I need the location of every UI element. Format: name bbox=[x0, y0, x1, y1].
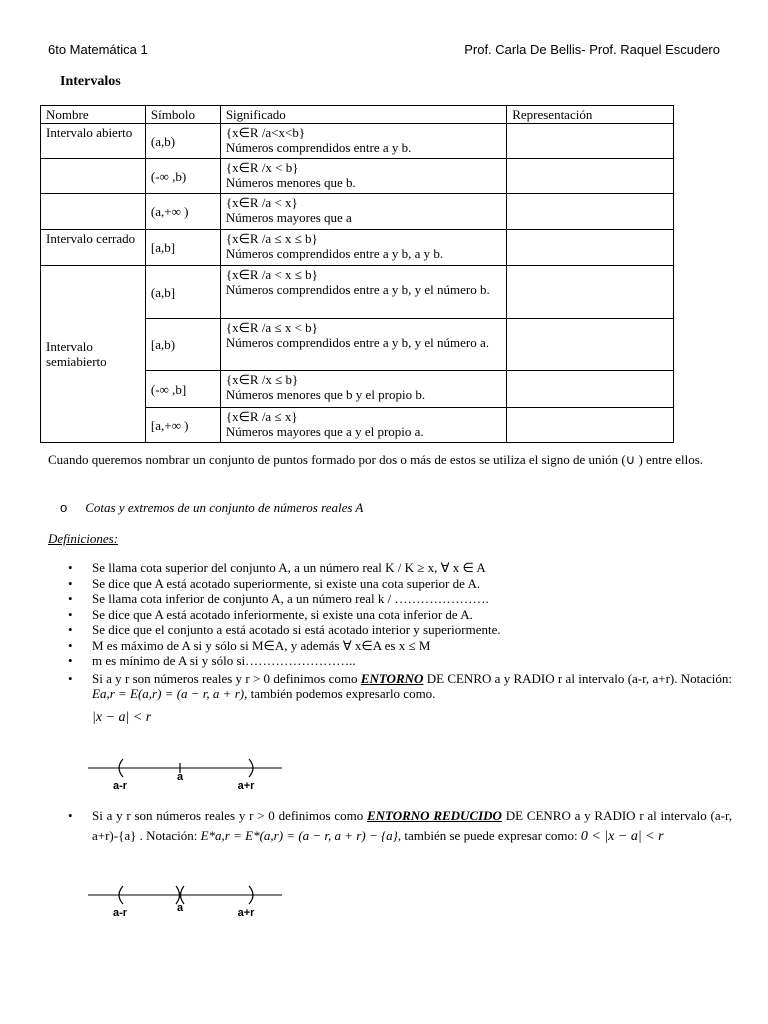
definitions-list-2 bbox=[48, 806, 732, 847]
representation-cell bbox=[507, 230, 674, 266]
cotas-title: Cotas y extremos de un conjunto de números reales A bbox=[85, 500, 364, 515]
header-left: 6to Matemática 1 bbox=[48, 42, 148, 57]
symbol-cell: (a,+∞ ) bbox=[145, 194, 220, 230]
meaning-cell bbox=[220, 371, 506, 408]
label-a: a bbox=[176, 771, 184, 783]
table-header-row bbox=[41, 106, 674, 124]
symbol-cell: (-∞ ,b) bbox=[145, 159, 220, 194]
meaning-text: Números mayores que a bbox=[225, 210, 352, 225]
header-representacion: Representación bbox=[507, 106, 674, 124]
meaning-cell bbox=[220, 319, 506, 371]
header-significado: Significado bbox=[220, 106, 506, 124]
cotas-heading bbox=[60, 500, 363, 516]
entorno-notation: Ea,r = E(a,r) = (a − r, a + r) bbox=[92, 686, 245, 701]
label-a-minus-r: a-r bbox=[112, 780, 128, 792]
group-label bbox=[41, 194, 146, 230]
label-a-plus-r: a+r bbox=[237, 907, 255, 919]
set-notation: {x∈R /a < x ≤ b} bbox=[225, 267, 318, 282]
list-item: • M es máximo de A si y sólo si M∈A, y además ∀ x∈A es x ≤ M bbox=[48, 638, 732, 654]
table-row bbox=[41, 266, 674, 319]
list-item: • Se dice que A está acotado inferiormente, si existe una cota inferior de A. bbox=[48, 607, 732, 623]
meaning-cell bbox=[220, 408, 506, 443]
header-right: Prof. Carla De Bellis- Prof. Raquel Escudero bbox=[464, 42, 720, 57]
meaning-text: Números comprendidos entre a y b, a y b. bbox=[225, 246, 444, 261]
page-title: Intervalos bbox=[60, 74, 121, 89]
symbol-cell: (a,b] bbox=[145, 266, 220, 319]
representation-cell bbox=[507, 408, 674, 443]
group-label: Intervalo abierto bbox=[41, 124, 146, 159]
entorno-reducido-formula: 0 < |x − a| < r bbox=[580, 829, 664, 844]
entorno-reducido-intro: Si a y r son números reales y r > 0 definimos como bbox=[92, 808, 364, 823]
entorno-rest: DE CENRO a y RADIO r al intervalo (a-r, a+r). Notación: bbox=[426, 670, 733, 686]
table-row bbox=[41, 159, 674, 194]
meaning-text: Números comprendidos entre a y b. bbox=[225, 140, 412, 155]
meaning-cell bbox=[220, 266, 506, 319]
meaning-cell bbox=[220, 124, 506, 159]
entorno-reducido-rest: DE CENRO a y RADIO r al intervalo (a-r, a+r)-{a} . Notación: bbox=[92, 808, 732, 843]
number-line-entorno-reducido bbox=[86, 883, 286, 923]
entorno-reducido-notation: E*a,r = E*(a,r) = (a − r, a + r) − {a} bbox=[200, 828, 398, 843]
list-item-entorno-reducido bbox=[48, 806, 732, 847]
set-notation: {x∈R /x < b} bbox=[225, 160, 299, 175]
meaning-cell bbox=[220, 230, 506, 266]
representation-cell bbox=[507, 159, 674, 194]
meaning-text: Números menores que b. bbox=[225, 175, 356, 190]
label-a-plus-r: a+r bbox=[237, 780, 255, 792]
intervals-table bbox=[40, 105, 674, 443]
header-nombre: Nombre bbox=[41, 106, 146, 124]
set-notation: {x∈R /a ≤ x < b} bbox=[225, 320, 318, 335]
meaning-text: Números menores que b y el propio b. bbox=[225, 387, 426, 402]
representation-cell bbox=[507, 319, 674, 371]
group-label: Intervalo semiabierto bbox=[41, 266, 146, 443]
union-paragraph: Cuando queremos nombrar un conjunto de puntos formado por dos o más de estos se utiliza el signo de unión (∪ ) entre ellos. bbox=[48, 452, 704, 467]
representation-cell bbox=[507, 124, 674, 159]
representation-cell bbox=[507, 266, 674, 319]
entorno-keyword: ENTORNO bbox=[360, 670, 424, 686]
set-notation: {x∈R /a ≤ x ≤ b} bbox=[225, 231, 318, 246]
list-item: • Se llama cota inferior de conjunto A, a un número real k / …………………. bbox=[48, 591, 732, 607]
group-label: Intervalo cerrado bbox=[41, 230, 146, 266]
representation-cell bbox=[507, 371, 674, 408]
set-notation: {x∈R /a<x<b} bbox=[225, 125, 306, 140]
meaning-text: Números mayores que a y el propio a. bbox=[225, 424, 424, 439]
entorno-reducido-keyword: ENTORNO REDUCIDO bbox=[366, 808, 502, 823]
entorno-formula: |x − a| < r bbox=[92, 709, 152, 725]
table-row bbox=[41, 194, 674, 230]
representation-cell bbox=[507, 194, 674, 230]
symbol-cell: [a,b] bbox=[145, 230, 220, 266]
label-a: a bbox=[176, 902, 184, 914]
meaning-cell bbox=[220, 159, 506, 194]
list-item-entorno bbox=[48, 671, 732, 726]
table-row bbox=[41, 230, 674, 266]
entorno-reducido-tail: , también se puede expresar como: bbox=[397, 828, 578, 843]
number-line-entorno bbox=[86, 756, 286, 796]
definitions-list bbox=[48, 560, 732, 725]
symbol-cell: (a,b) bbox=[145, 124, 220, 159]
set-notation: {x∈R /x ≤ b} bbox=[225, 372, 299, 387]
meaning-cell bbox=[220, 194, 506, 230]
meaning-text: Números comprendidos entre a y b, y el número a. bbox=[225, 335, 490, 350]
list-item: • m es mínimo de A si y sólo si…………………….. bbox=[48, 653, 732, 669]
entorno-tail: , también podemos expresarlo como. bbox=[244, 686, 436, 701]
list-item: • Se llama cota superior del conjunto A, a un número real K / K ≥ x, ∀ x ∈ A bbox=[48, 560, 732, 576]
group-label bbox=[41, 159, 146, 194]
list-item: • Se dice que A está acotado superiormente, si existe una cota superior de A. bbox=[48, 576, 732, 592]
bullet: • bbox=[68, 808, 73, 823]
table-row bbox=[41, 124, 674, 159]
list-item: • Se dice que el conjunto a está acotado si está acotado interior y superiormente. bbox=[48, 622, 732, 638]
circle-bullet: o bbox=[60, 500, 68, 515]
meaning-text: Números comprendidos entre a y b, y el número b. bbox=[225, 282, 490, 297]
symbol-cell: [a,+∞ ) bbox=[145, 408, 220, 443]
definitions-label: Definiciones: bbox=[48, 531, 119, 546]
set-notation: {x∈R /a < x} bbox=[225, 195, 298, 210]
symbol-cell: (-∞ ,b] bbox=[145, 371, 220, 408]
symbol-cell: [a,b) bbox=[145, 319, 220, 371]
header-simbolo: Símbolo bbox=[145, 106, 220, 124]
entorno-intro: Si a y r son números reales y r > 0 definimos como bbox=[92, 670, 358, 686]
label-a-minus-r: a-r bbox=[112, 907, 128, 919]
set-notation: {x∈R /a ≤ x} bbox=[225, 409, 298, 424]
